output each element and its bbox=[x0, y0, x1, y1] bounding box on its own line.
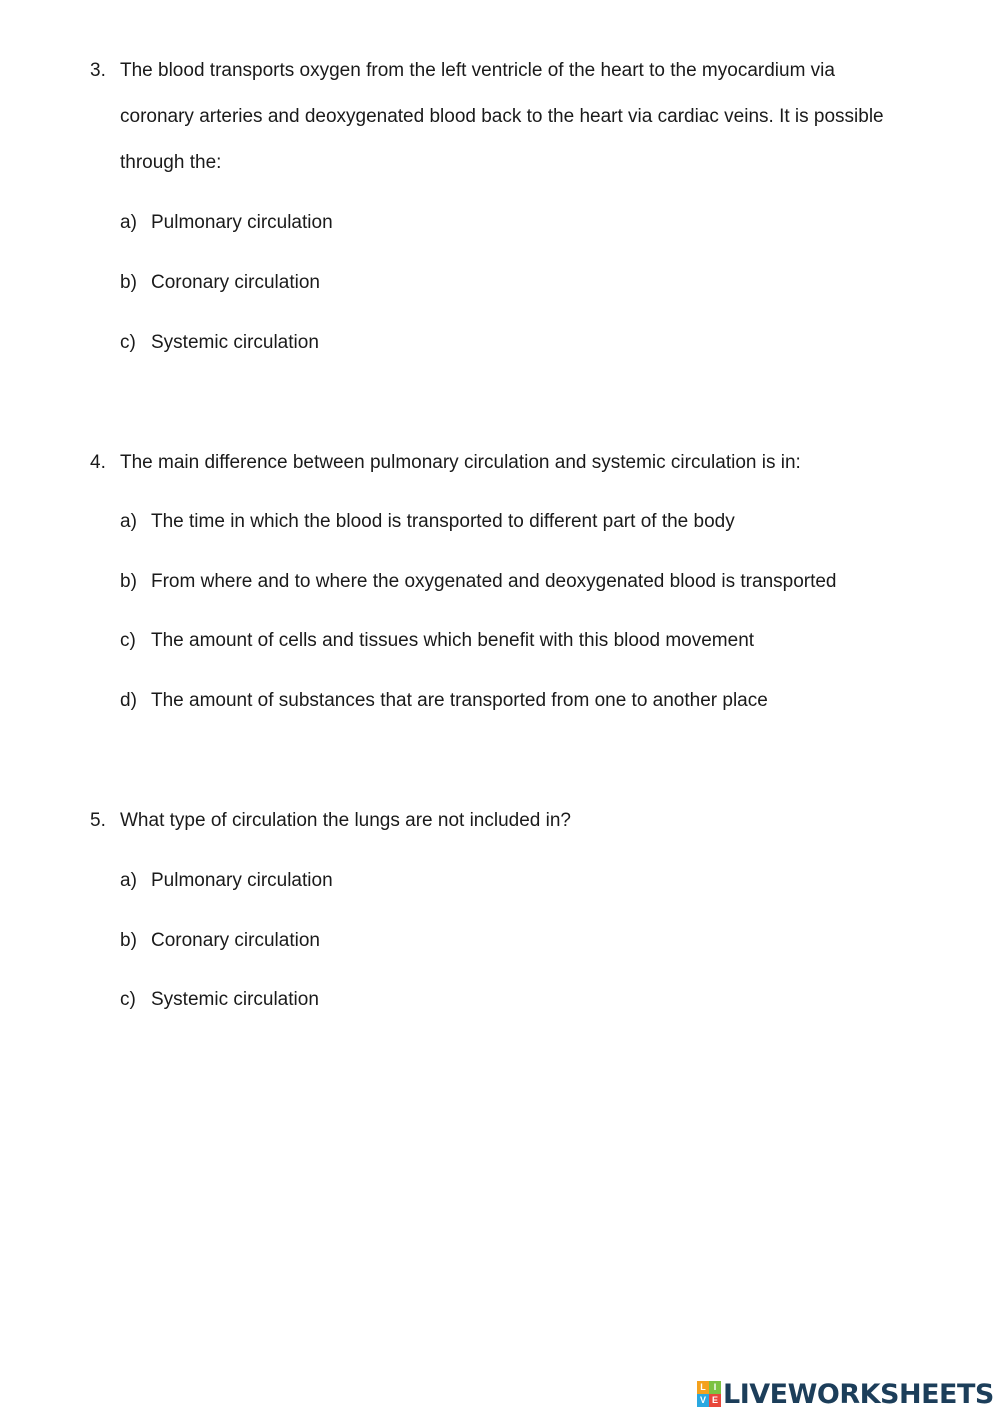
question-5 bbox=[90, 806, 950, 852]
option-letter: a) bbox=[120, 870, 137, 891]
question-4 bbox=[90, 448, 950, 494]
option-letter: c) bbox=[120, 989, 136, 1010]
option-text: From where and to where the oxygenated and deoxygenated blood is transported bbox=[151, 571, 837, 592]
option-text: The amount of cells and tissues which benefit with this blood movement bbox=[151, 630, 755, 651]
option-text: Coronary circulation bbox=[151, 930, 320, 951]
option-letter: b) bbox=[120, 930, 137, 951]
liveworksheets-logo-text: LIVEWORKSHEETS bbox=[723, 1378, 994, 1410]
option-letter: b) bbox=[120, 272, 137, 293]
question-3-line-2 bbox=[90, 102, 950, 148]
question-3-line-1 bbox=[90, 56, 950, 102]
question-3-number: 3. bbox=[90, 60, 106, 81]
option-text: The amount of substances that are transported from one to another place bbox=[151, 690, 768, 711]
logo-mark-letter: L bbox=[697, 1381, 709, 1394]
option-text: Pulmonary circulation bbox=[151, 870, 333, 891]
question-3-text-line-3: through the: bbox=[120, 152, 222, 173]
option-text: The time in which the blood is transported to different part of the body bbox=[151, 511, 735, 532]
question-5-line-1 bbox=[90, 806, 950, 852]
question-4-line-1 bbox=[90, 448, 950, 494]
option-letter: d) bbox=[120, 690, 137, 711]
option-text: Coronary circulation bbox=[151, 272, 320, 293]
liveworksheets-logo-icon bbox=[697, 1381, 721, 1407]
logo-mark-letter: I bbox=[709, 1381, 721, 1394]
option-letter: c) bbox=[120, 630, 136, 651]
logo-mark-letter: V bbox=[697, 1394, 709, 1407]
option-letter: a) bbox=[120, 212, 137, 233]
option-text: Systemic circulation bbox=[151, 989, 319, 1010]
liveworksheets-logo bbox=[697, 1378, 994, 1410]
question-5-number: 5. bbox=[90, 810, 106, 831]
logo-mark-letter: E bbox=[709, 1394, 721, 1407]
question-3 bbox=[90, 56, 950, 194]
question-3-text-line-2: coronary arteries and deoxygenated blood back to the heart via cardiac veins. It is possible bbox=[120, 106, 884, 127]
question-5-text-line-1: What type of circulation the lungs are not included in? bbox=[120, 810, 571, 831]
option-letter: a) bbox=[120, 511, 137, 532]
option-text: Systemic circulation bbox=[151, 332, 319, 353]
question-4-text-line-1: The main difference between pulmonary circulation and systemic circulation is in: bbox=[120, 452, 801, 473]
question-3-line-3 bbox=[90, 148, 950, 194]
option-text: Pulmonary circulation bbox=[151, 212, 333, 233]
option-letter: c) bbox=[120, 332, 136, 353]
question-3-text-line-1: The blood transports oxygen from the left ventricle of the heart to the myocardium via bbox=[120, 60, 835, 81]
option-letter: b) bbox=[120, 571, 137, 592]
question-4-number: 4. bbox=[90, 452, 106, 473]
